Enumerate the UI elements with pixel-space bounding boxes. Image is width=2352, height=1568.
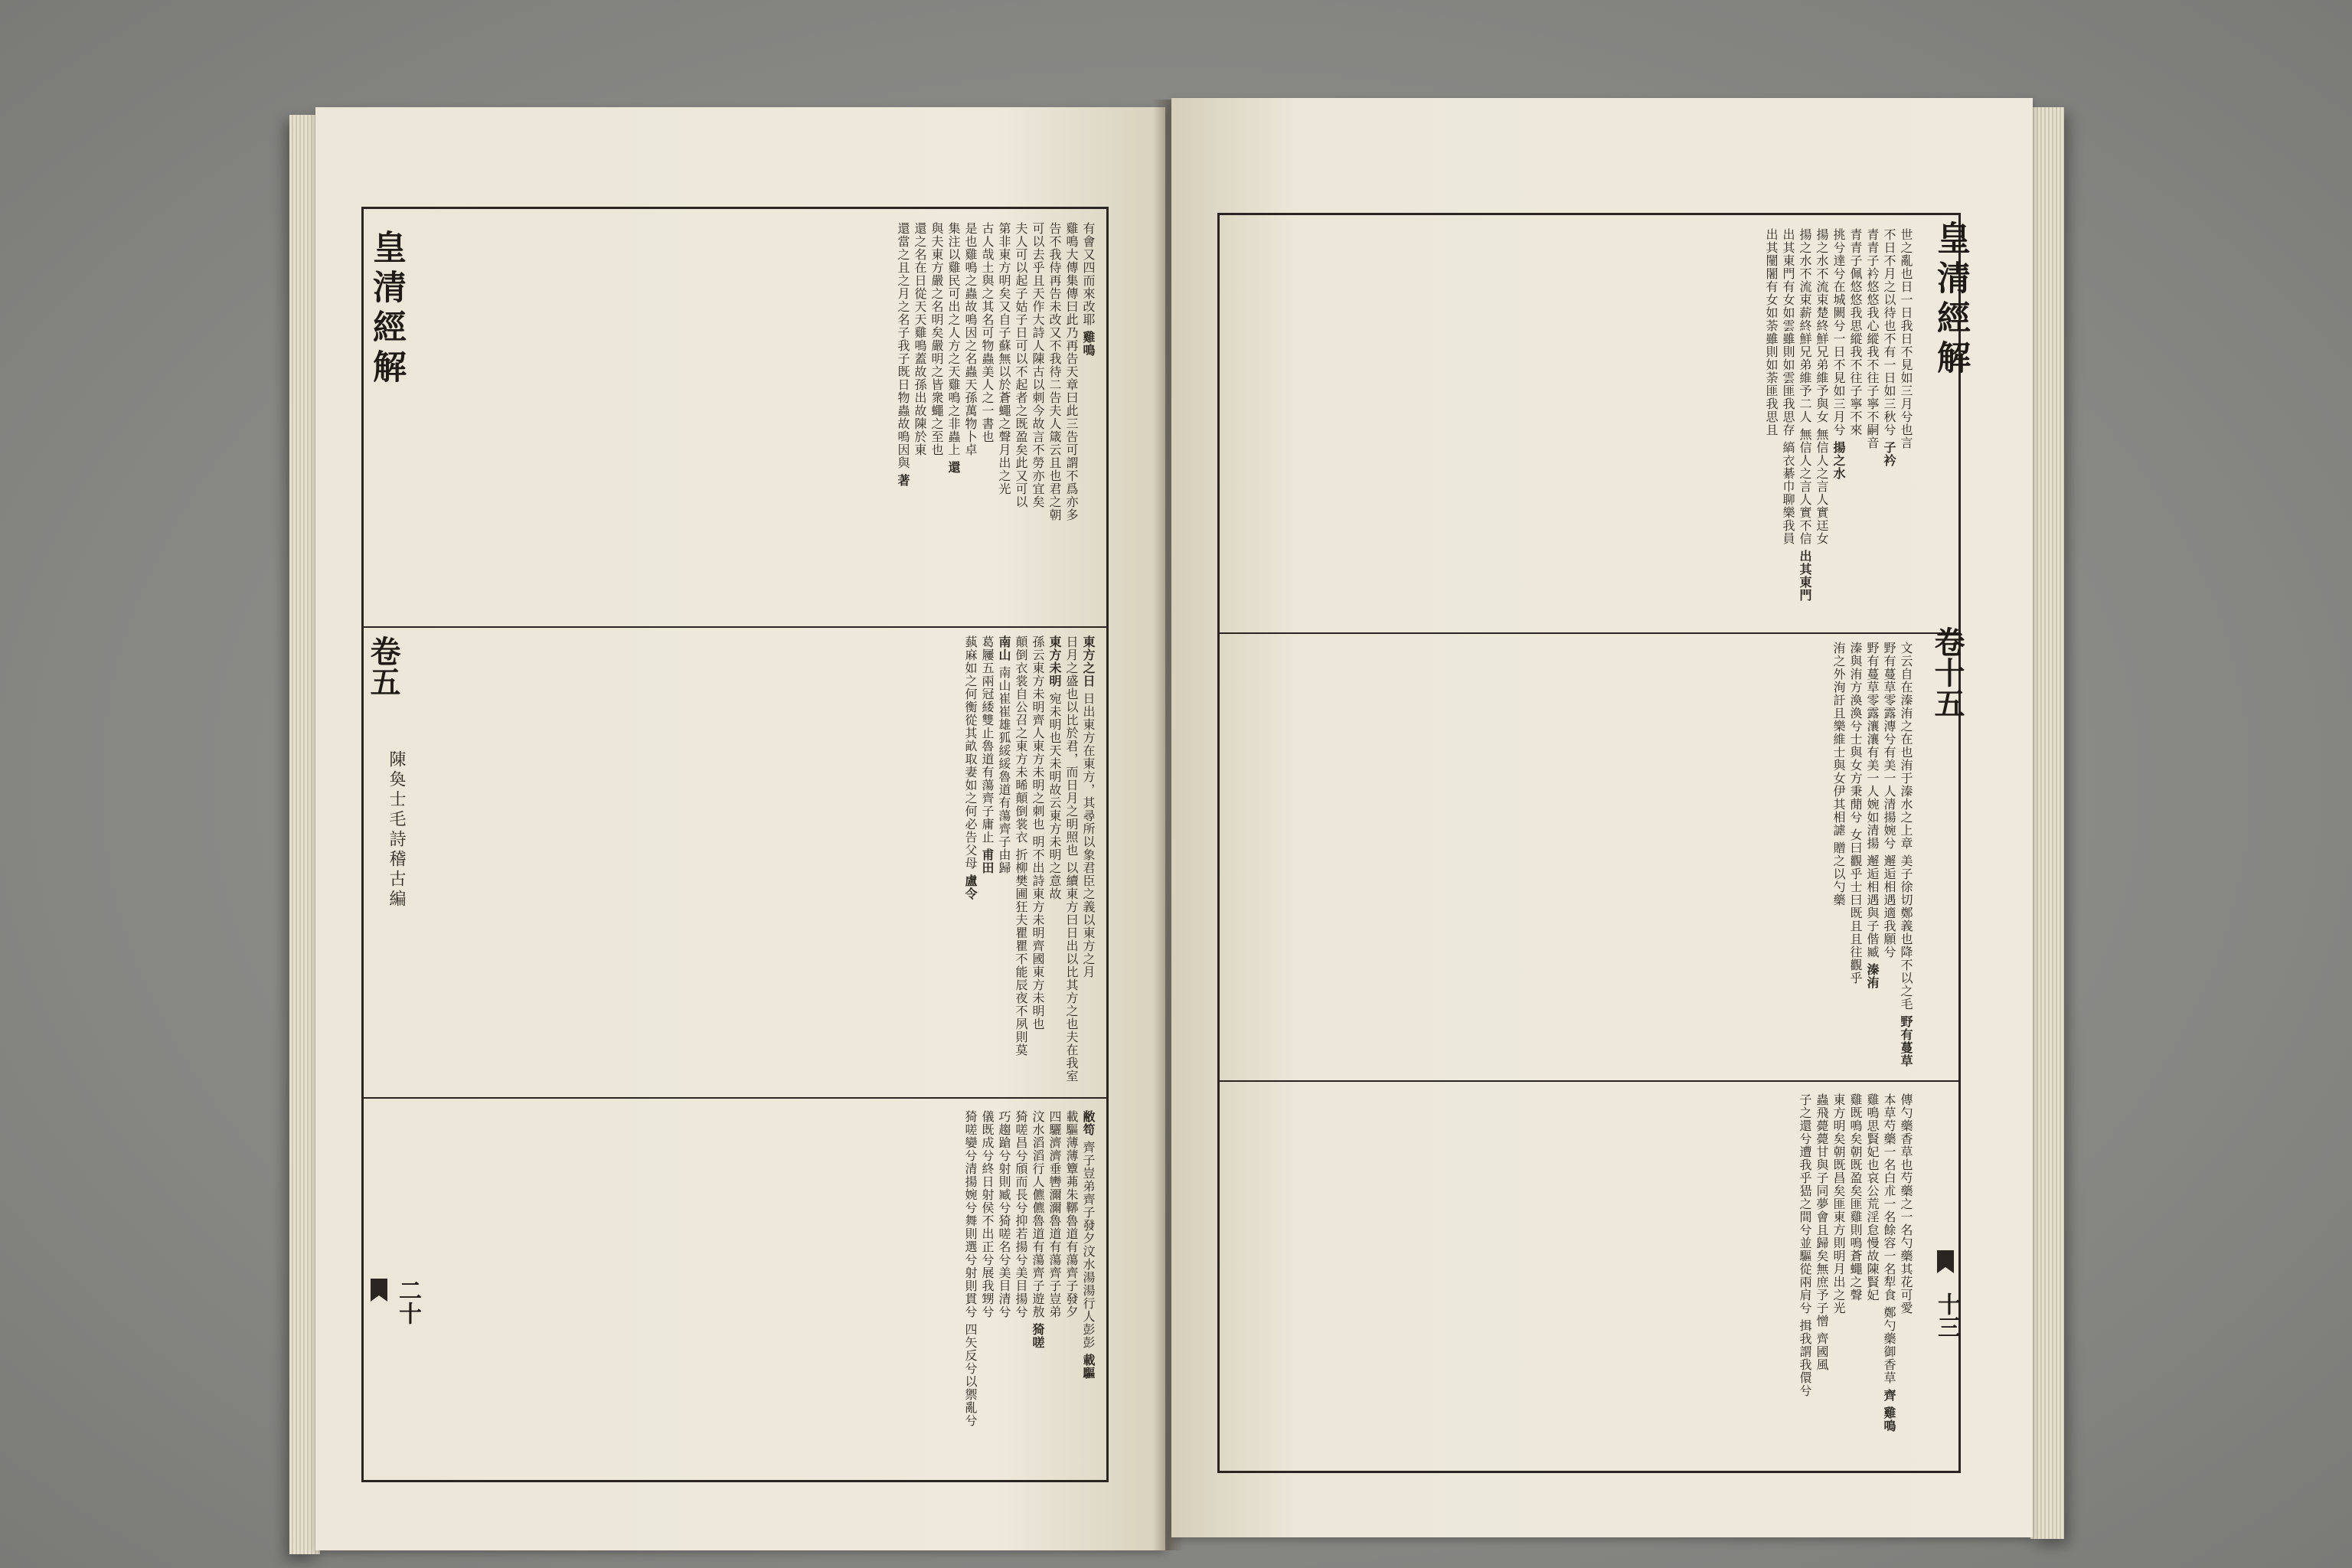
text-column: 齊國風 [1815, 1332, 1829, 1372]
text-column: 無信人之言人實迋女 [1815, 428, 1829, 546]
text-column: 汶水滔滔行人儦儦魯道有蕩齊子遊敖 [1031, 1110, 1045, 1318]
left-folio: 二十 [394, 1279, 421, 1325]
text-column: 本草芍藥一名白朮一名餘容一名犁食 [1882, 1093, 1896, 1302]
left-running-title: 皇清經解 [367, 230, 406, 389]
text-column: 青青子佩悠悠我思縱我不往子寧不來 [1848, 228, 1863, 436]
text-column: 不日不月之以待也不有一日如三秋兮 [1882, 228, 1896, 436]
text-column: 揖我謂我儇兮 [1798, 1319, 1812, 1398]
text-column: 齊子豈弟齊子發夕汶水湯湯行人彭彭 [1081, 1141, 1096, 1350]
text-column: 雞鳴大傳集傳曰此乃再告天章曰此三告可謂不爲亦多 [1064, 222, 1079, 521]
left-top-text [415, 222, 1096, 605]
text-column: 雞鳴思賢妃也哀公荒淫怠慢故陳賢妃 [1865, 1093, 1880, 1302]
text-column: 四驪濟濟垂轡濔濔魯道有蕩齊子豈弟 [1047, 1110, 1062, 1318]
section-label: 著 [896, 474, 910, 488]
text-column: 出其東門有女如雲雖則如雲匪我思存 [1781, 228, 1795, 436]
text-column: 揚之水不流束薪終鮮兄弟維予二人 [1798, 228, 1812, 423]
section-label: 還 [946, 461, 961, 475]
text-column: 折柳樊圃狂夫瞿瞿不能辰夜不夙則莫 [1014, 848, 1028, 1057]
text-column: 南山崔崔雄狐綏綏魯道有蕩齊子由歸 [997, 666, 1011, 875]
text-column: 與夫東方嚴之名明矣嚴明之皆衆蠅之至也 [929, 222, 944, 456]
text-column: 猗嗟孌兮清揚婉兮舞則選兮射則貫兮 [963, 1110, 978, 1318]
text-column: 以續東方曰日出以比其方之也夫在我室 [1064, 861, 1079, 1083]
section-label: 敝笱 [1081, 1110, 1096, 1136]
text-column: 明不出詩東方未明齊國東方未明也 [1031, 835, 1045, 1031]
book-edge-right [2030, 107, 2064, 1539]
text-column: 是也雞鳴之蟲故鳴因之名蟲天孫萬物卜卓 [963, 222, 978, 456]
text-column: 有會又四而來改耶 [1081, 222, 1096, 326]
text-column: 洧之外洵訏且樂維士與女伊其相謔 [1831, 642, 1846, 837]
text-column: 縞衣綦巾聊樂我員 [1781, 441, 1795, 546]
text-column: 溱與洧方渙渙兮士與女方秉蕑兮 [1848, 642, 1863, 824]
text-column: 邂逅相遇與子偕臧 [1865, 854, 1880, 959]
left-band-divider-1 [364, 626, 1106, 628]
text-column: 載驅薄薄簟茀朱鞹魯道有蕩齊子發夕 [1064, 1110, 1079, 1318]
right-band-divider-2 [1220, 1080, 1958, 1082]
right-folio: 十三 [1933, 1292, 1960, 1338]
section-label: 溱洧 [1865, 963, 1880, 990]
right-band-divider-1 [1220, 632, 1958, 634]
text-column: 集注以雞民可出之人方之天雞鳴之非蟲上 [946, 222, 961, 456]
left-attribution: 陳奐士毛詩稽古編 [387, 750, 406, 910]
section-label: 齊 [1882, 1389, 1896, 1403]
text-column: 蓺麻如之何衡從其畝取妻如之何必告父母 [963, 635, 978, 870]
text-column: 古人哉土與之其名可物蟲美人之一書也 [980, 222, 995, 443]
right-volume-label: 卷十五 [1929, 626, 1965, 718]
section-label: 東方之日 [1081, 635, 1096, 688]
section-label: 野有蔓草 [1899, 1015, 1913, 1068]
right-bottom-text [1225, 1093, 1914, 1461]
section-label: 猗嗟 [1031, 1323, 1045, 1350]
right-top-text [1225, 228, 1914, 611]
right-middle-text [1225, 642, 1914, 1070]
text-column: 無信人之言人實不信 [1798, 428, 1812, 546]
text-column: 女曰觀乎士曰既且且往觀乎 [1848, 828, 1863, 985]
text-column: 世之亂也日一日我日不見如三月兮也言 [1899, 228, 1913, 449]
text-column: 日月之盛也以比於君，而日月之明照也 [1064, 635, 1079, 857]
text-column: 文云自在溱洧之在也洧于溱水之上章 [1899, 642, 1913, 850]
text-column: 日出東方在東方，其尋所以象君臣之義以東方之月 [1081, 692, 1096, 979]
right-running-title: 皇清經解 [1931, 220, 1970, 380]
section-label: 東方未明 [1047, 635, 1062, 688]
text-column: 美子徐切鄭義也降不以之毛 [1899, 854, 1913, 1011]
section-label: 載驅 [1081, 1354, 1096, 1380]
text-column: 野有蔓草零露瀼瀼有美一人婉如清揚 [1865, 642, 1880, 850]
text-column: 贈之以勺藥 [1831, 841, 1846, 907]
left-band-divider-2 [364, 1097, 1106, 1099]
text-column: 第非東方明矣又自子蘇無以於蒼蠅之聲月出之光 [997, 222, 1011, 495]
text-column: 巧趨蹌兮射則臧兮猗嗟名兮美目清兮 [997, 1110, 1011, 1318]
text-column: 孫云東方未明齊人東方未明之刺也 [1031, 635, 1045, 831]
left-bottom-text [415, 1110, 1096, 1470]
fish-tail-marker-icon [371, 1279, 387, 1325]
text-column: 挑兮達兮在城闕兮一日不見如三月兮 [1831, 228, 1846, 436]
text-column: 揚之水不流束楚終鮮兄弟維予與女 [1815, 228, 1829, 423]
left-volume-label: 卷五 [365, 635, 401, 697]
text-column: 還之名在日從天天雞鳴蓋故孫出故陳於東 [913, 222, 927, 456]
section-label: 出其東門 [1798, 550, 1812, 603]
text-column: 出其闉闍有女如荼雖則如荼匪我思且 [1764, 228, 1779, 436]
section-label: 雞鳴 [1081, 331, 1096, 358]
section-label: 南山 [997, 635, 1011, 662]
text-column: 顛倒衣裳自公召之東方未晞顛倒裳衣 [1014, 635, 1028, 844]
text-column: 邂逅相遇適我願兮 [1882, 854, 1896, 959]
text-column: 傳勺藥香草也芍藥之一名勺藥其花可愛 [1899, 1093, 1913, 1315]
section-label: 子衿 [1882, 441, 1896, 468]
section-label: 雞鳴 [1882, 1406, 1896, 1433]
left-page [315, 107, 1165, 1550]
text-column: 猗嗟昌兮頎而長兮抑若揚兮美目揚兮 [1014, 1110, 1028, 1318]
text-column: 蟲飛薨薨甘與子同夢會且歸矣無庶予子憎 [1815, 1093, 1829, 1328]
text-column: 鄭勺藥御香草 [1882, 1306, 1896, 1385]
text-column: 野有蔓草零露漙兮有美一人清揚婉兮 [1882, 642, 1896, 850]
text-column: 雞既鳴矣朝既盈矣匪雞則鳴蒼蠅之聲 [1848, 1093, 1863, 1302]
section-label: 甫田 [980, 848, 995, 875]
text-column: 青青子衿悠悠我心縱我不往子寧不嗣音 [1865, 228, 1880, 449]
section-label: 揚之水 [1831, 441, 1846, 481]
text-column: 告不我侍再告未改又不我待二告夫人箴云且也君之朝 [1047, 222, 1062, 521]
text-column: 夫人可以起子姑子日可以不起者之既盈矣此又可以 [1014, 222, 1028, 508]
text-column: 葛屨五兩冠緌雙止魯道有蕩齊子庸止 [980, 635, 995, 844]
right-page [1171, 98, 2033, 1537]
text-column: 子之還兮遭我乎峱之間兮並驅從兩肩兮 [1798, 1093, 1812, 1315]
text-column: 宛未明也天未明故云東方未明之意故 [1047, 692, 1062, 901]
text-column: 東方明矣朝既昌矣匪東方則明月出之光 [1831, 1093, 1846, 1315]
text-column: 儀既成兮終日射侯不出正兮展我甥兮 [980, 1110, 995, 1318]
text-column: 四矢反兮以禦亂兮 [963, 1323, 978, 1428]
fish-tail-marker-icon [1937, 1250, 1954, 1296]
left-middle-text [415, 635, 1096, 1087]
text-column: 還當之且之月之名子我子既日物蟲故鳴因與 [896, 222, 910, 469]
text-column: 可以去乎且天作大詩人陳古以刺今故言不勞亦宜矣 [1031, 222, 1045, 508]
section-label: 盧令 [963, 874, 978, 901]
